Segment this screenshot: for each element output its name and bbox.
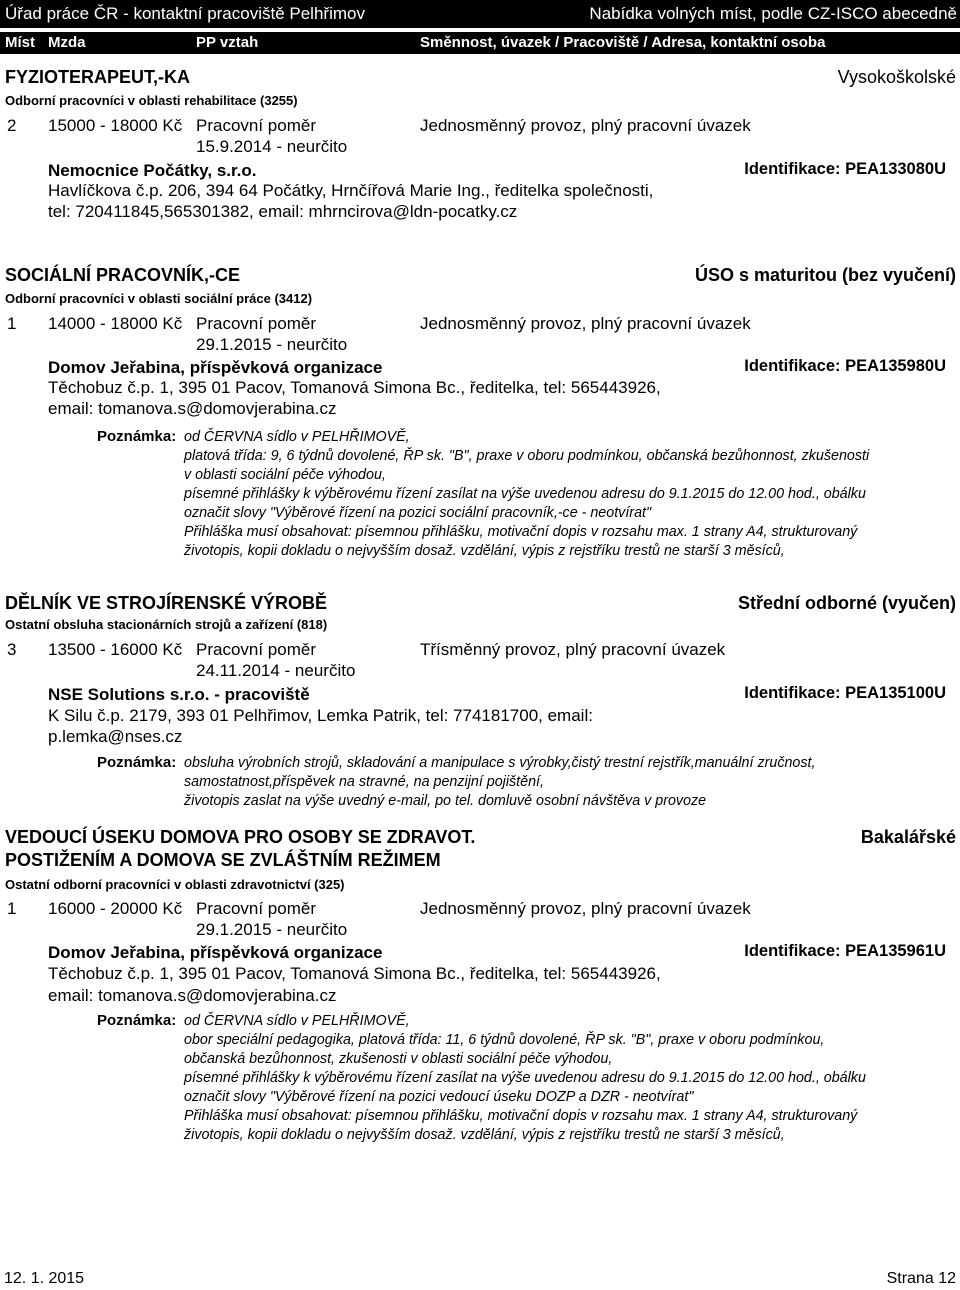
job-category: Ostatní obsluha stacionárních strojů a zařízení (818) (5, 617, 328, 632)
period: 29.1.2015 - neurčito (196, 335, 348, 354)
job-title: SOCIÁLNÍ PRACOVNÍK,-CE (5, 265, 241, 285)
period: 15.9.2014 - neurčito (196, 137, 348, 156)
note-line: občanská bezůhonnost, zkušenosti v oblasti sociální péče výhodou, (184, 1051, 613, 1067)
address-line: Havlíčkova č.p. 206, 394 64 Počátky, Hrnčířová Marie Ing., ředitelka společnosti, (48, 181, 654, 200)
job-count: 3 (7, 640, 17, 659)
job-category: Ostatní odborní pracovníci v oblasti zdravotnictví (325) (5, 877, 345, 892)
note-label: Poznámka: (97, 428, 177, 445)
job-title: FYZIOTERAPEUT,-KA (5, 67, 191, 87)
note-line: označit slovy "Výběrové řízení na pozici vedoucí úseku DOZP a DZR - neotvírat" (184, 1089, 694, 1105)
contact-line: email: tomanova.s@domovjerabina.cz (48, 986, 337, 1005)
footer-page-number: Strana 12 (886, 1270, 956, 1287)
period: 24.11.2014 - neurčito (196, 661, 356, 680)
footer-date: 12. 1. 2015 (4, 1270, 85, 1287)
note-line: písemné přihlášky k výběrovému řízení zasílat na výše uvedenou adresu do 9.1.2015 do 12.00 hod., obálku (184, 486, 866, 502)
report-title: Nabídka volných míst, podle CZ-ISCO abecedně (589, 4, 957, 23)
note-line: Přihláška musí obsahovat: písemnou přihlášku, motivační dopis v rozsahu max. 1 strany A4, strukturovaný (184, 524, 858, 540)
note-label: Poznámka: (97, 1012, 177, 1029)
contact-line: email: tomanova.s@domovjerabina.cz (48, 399, 337, 418)
education-level: Střední odborné (vyučen) (737, 593, 956, 613)
salary: 15000 - 18000 Kč (48, 116, 183, 135)
shift-type: Jednosměnný provoz, plný pracovní úvazek (420, 314, 751, 333)
employment-relation: Pracovní poměr (196, 314, 316, 333)
education-level: ÚSO s maturitou (bez vyučení) (694, 265, 956, 285)
job-title-continued: POSTIŽENÍM A DOMOVA SE ZVLÁŠTNÍM REŽIMEM (5, 850, 441, 870)
note-text (184, 1012, 866, 1145)
col-mzda: Mzda (48, 34, 86, 51)
note-line: samostatnost,příspěvek na stravné, na penzijní pojištění, (184, 774, 545, 790)
employment-relation: Pracovní poměr (196, 899, 316, 918)
page-header (0, 0, 960, 28)
note-line: životopis, kopii dokladu o nejvyšším dosaž. vzdělání, výpis z rejstříku trestů ne starší 3 měsíců, (184, 1127, 785, 1143)
note-text (184, 428, 869, 561)
job-title: VEDOUCÍ ÚSEKU DOMOVA PRO OSOBY SE ZDRAVOT. (5, 827, 476, 847)
education-level: Vysokoškolské (837, 67, 956, 87)
note-text (184, 754, 815, 811)
shift-type: Jednosměnný provoz, plný pracovní úvazek (420, 116, 751, 135)
job-category: Odborní pracovníci v oblasti rehabilitace (3255) (5, 93, 298, 108)
job-identifier: Identifikace: PEA135980U (744, 357, 946, 375)
office-title: Úřad práce ČR - kontaktní pracoviště Pelhřimov (5, 4, 365, 23)
contact-line: p.lemka@nses.cz (48, 727, 183, 746)
job-identifier: Identifikace: PEA135961U (744, 942, 946, 960)
job-count: 1 (7, 899, 17, 918)
note-label: Poznámka: (97, 754, 177, 771)
job-count: 1 (7, 314, 17, 333)
address-line: Těchobuz č.p. 1, 395 01 Pacov, Tomanová Simona Bc., ředitelka, tel: 565443926, (48, 964, 661, 983)
salary: 16000 - 20000 Kč (48, 899, 183, 918)
employer-name: Domov Jeřabina, příspěvková organizace (48, 943, 383, 962)
employment-relation: Pracovní poměr (196, 116, 316, 135)
note-line: platová třída: 9, 6 týdnů dovolené, ŘP sk. "B", praxe v oboru podmínkou, občanská bezůhonnost, zkušenosti (184, 448, 870, 464)
shift-type: Jednosměnný provoz, plný pracovní úvazek (420, 899, 751, 918)
contact-line: tel: 720411845,565301382, email: mhrncirova@ldn-pocatky.cz (48, 202, 518, 221)
salary: 14000 - 18000 Kč (48, 314, 183, 333)
col-mist: Míst (5, 34, 35, 51)
col-rest: Směnnost, úvazek / Pracoviště / Adresa, kontaktní osoba (420, 34, 826, 51)
note-line: životopis, kopii dokladu o nejvyšším dosaž. vzdělání, výpis z rejstříku trestů ne starší 3 měsíců, (184, 543, 785, 559)
note-line: označit slovy "Výběrové řízení na pozici sociální pracovník,-ce - neotvírat" (184, 505, 652, 521)
employment-relation: Pracovní poměr (196, 640, 316, 659)
note-line: písemné přihlášky k výběrovému řízení zasílat na výše uvedenou adresu do 9.1.2015 do 12.00 hod., obálku (184, 1070, 866, 1086)
job-category: Odborní pracovníci v oblasti sociální práce (3412) (5, 291, 313, 306)
note-line: v oblasti sociální péče výhodou, (184, 467, 386, 483)
address-line: K Silu č.p. 2179, 393 01 Pelhřimov, Lemka Patrik, tel: 774181700, email: (48, 706, 593, 725)
job-title: DĚLNÍK VE STROJÍRENSKÉ VÝROBĚ (5, 593, 328, 613)
note-line: od ČERVNA sídlo v PELHŘIMOVĚ, (184, 1013, 410, 1029)
shift-type: Třísměnný provoz, plný pracovní úvazek (420, 640, 726, 659)
note-line: obor speciální pedagogika, platová třída: 11, 6 týdnů dovolené, ŘP sk. "B", praxe v oboru podmínkou, (184, 1032, 825, 1048)
education-level: Bakalářské (860, 827, 956, 847)
address-line: Těchobuz č.p. 1, 395 01 Pacov, Tomanová Simona Bc., ředitelka, tel: 565443926, (48, 378, 661, 397)
note-line: obsluha výrobních strojů, skladování a manipulace s výrobky,čistý trestní rejstřík,manuální zručnost, (184, 755, 816, 771)
employer-name: Domov Jeřabina, příspěvková organizace (48, 358, 383, 377)
job-identifier: Identifikace: PEA135100U (744, 684, 946, 702)
job-count: 2 (7, 116, 17, 135)
note-line: od ČERVNA sídlo v PELHŘIMOVĚ, (184, 429, 410, 445)
note-line: Přihláška musí obsahovat: písemnou přihlášku, motivační dopis v rozsahu max. 1 strany A4, strukturovaný (184, 1108, 858, 1124)
period: 29.1.2015 - neurčito (196, 920, 348, 939)
col-pp-vztah: PP vztah (196, 34, 259, 51)
column-header (0, 32, 960, 54)
salary: 13500 - 16000 Kč (48, 640, 183, 659)
employer-name: NSE Solutions s.r.o. - pracoviště (48, 685, 310, 704)
job-identifier: Identifikace: PEA133080U (744, 160, 946, 178)
employer-name: Nemocnice Počátky, s.r.o. (48, 161, 257, 180)
note-line: životopis zaslat na výše uvedný e-mail, po tel. domluvě osobní návštěva v provoze (184, 793, 707, 809)
